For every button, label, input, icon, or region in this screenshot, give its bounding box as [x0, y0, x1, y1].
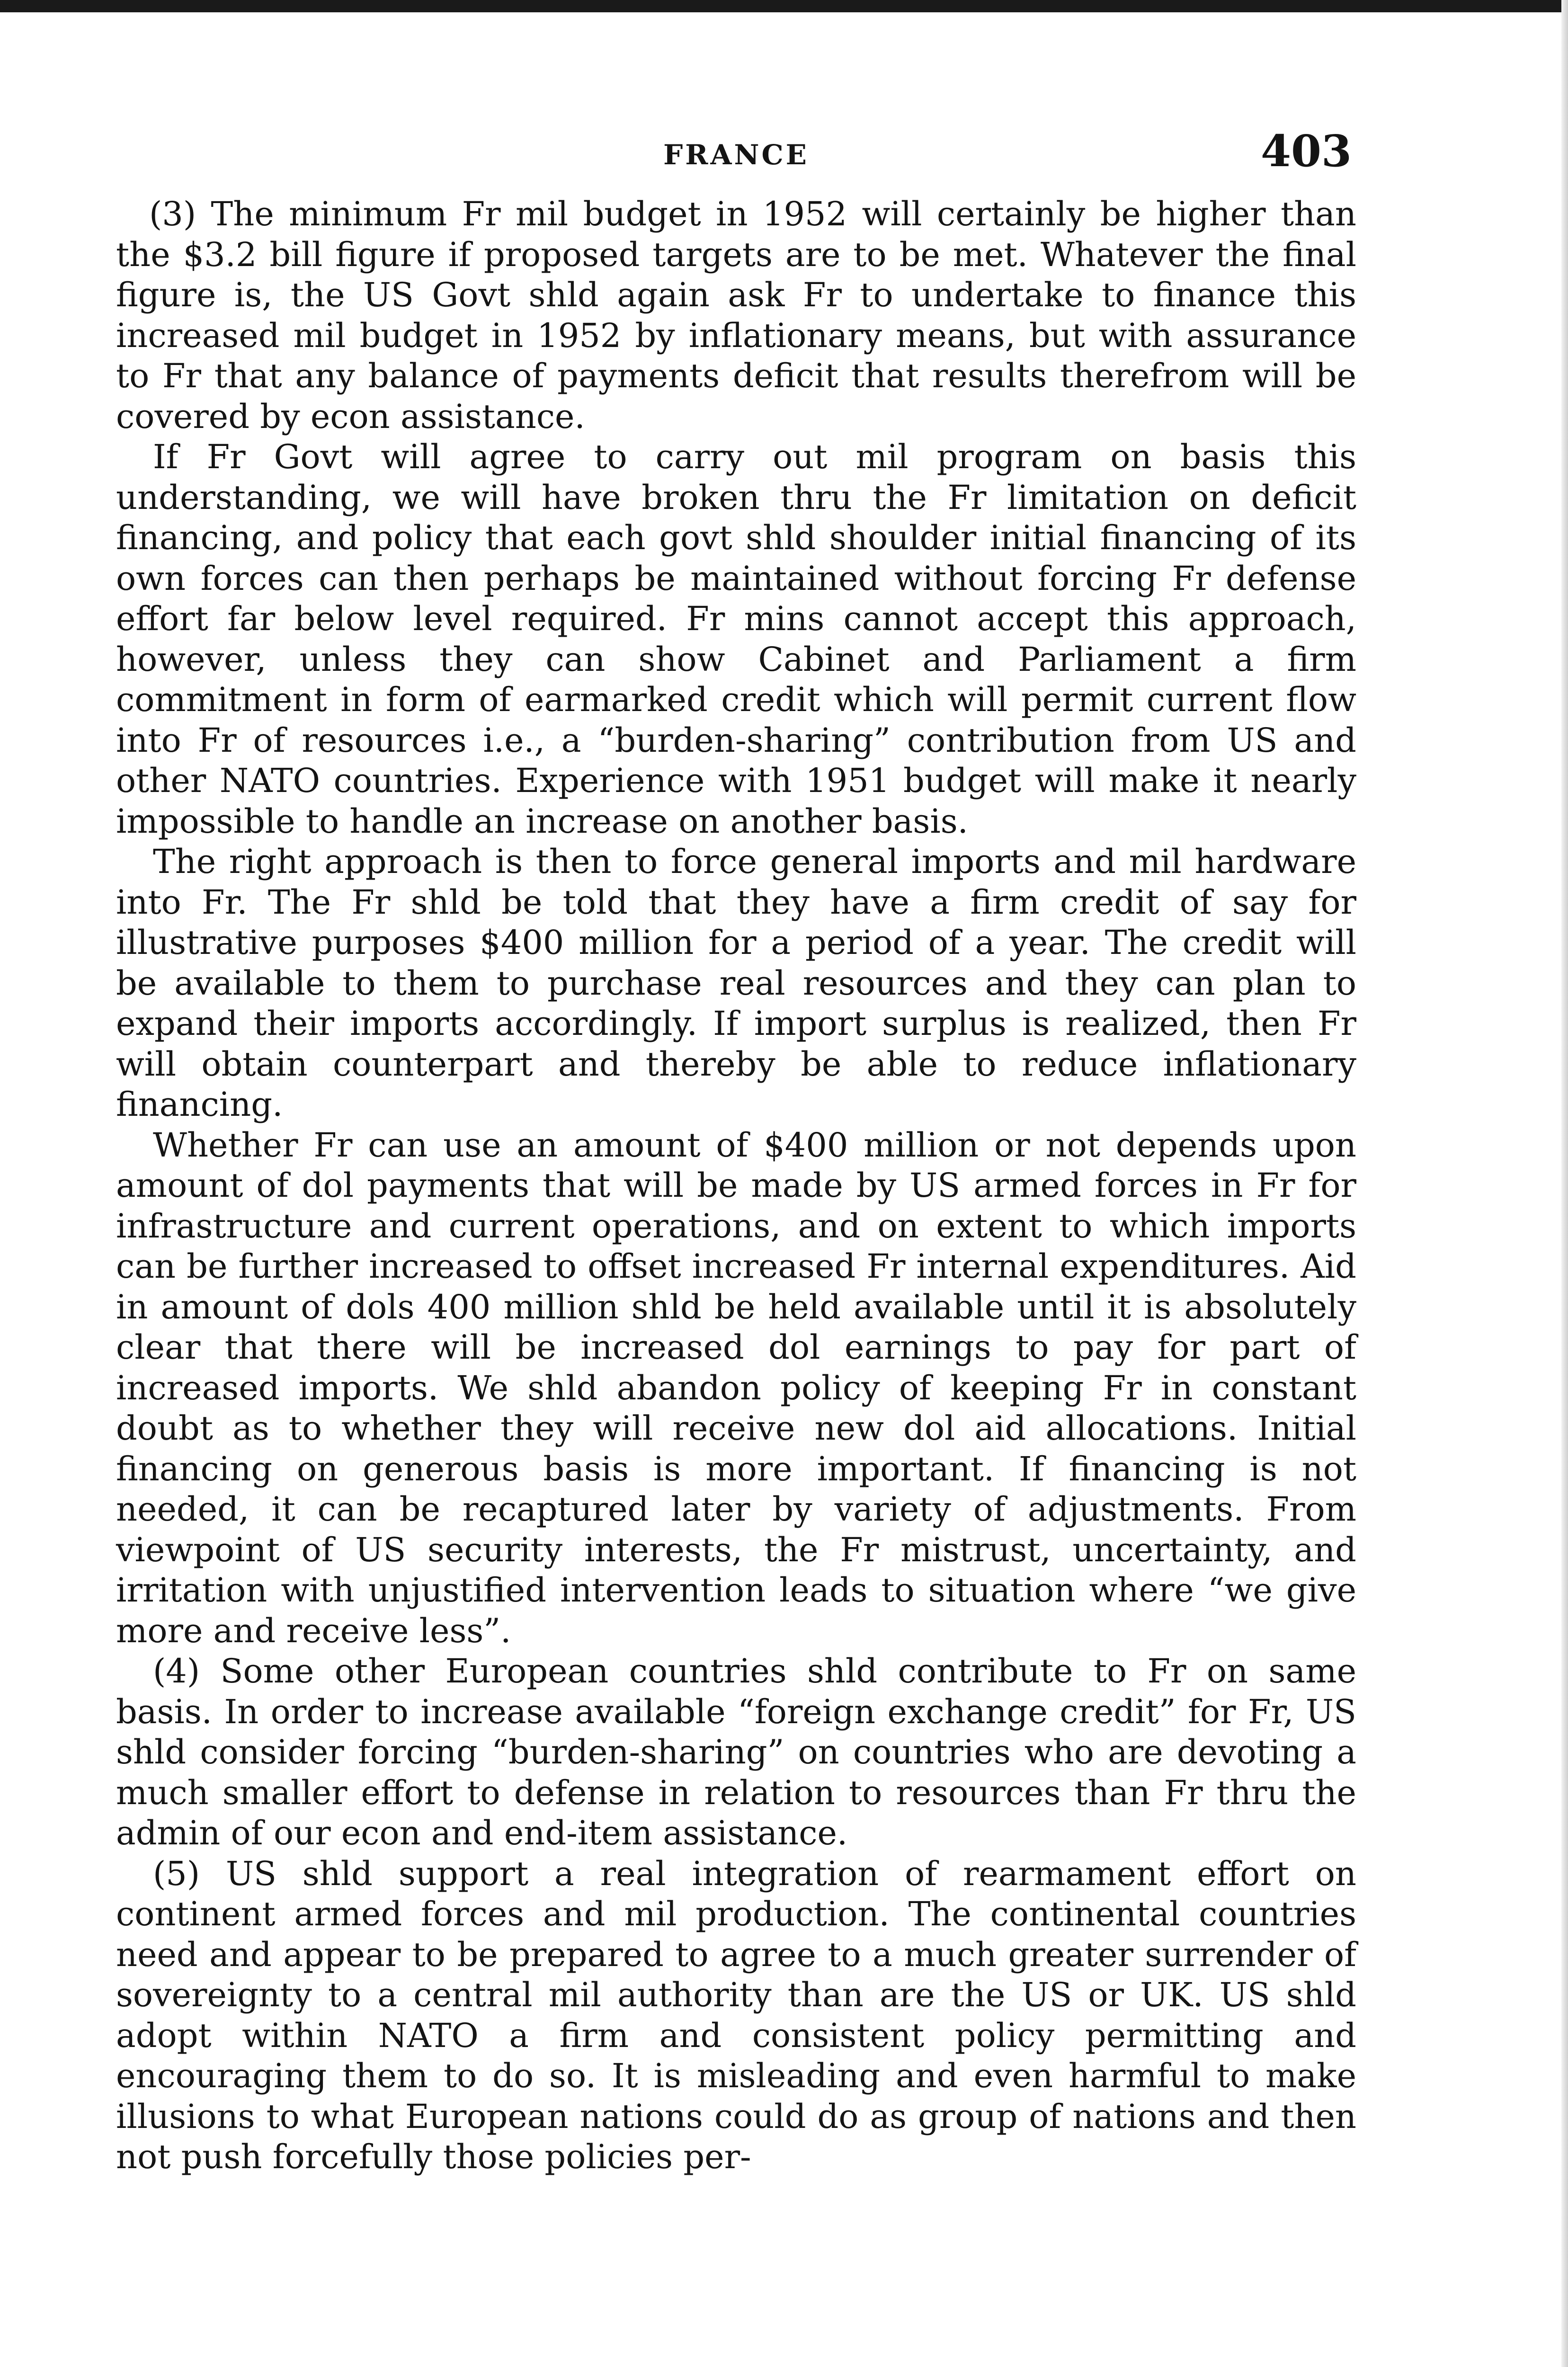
paragraph-point-4: (4) Some other European countries shld contribute to Fr on same basis. In order to increase available “foreign exchange credit” for Fr, US shld consider forcing “burden-sharing” on countries who are devoting a much smaller effort to defense in relation to resources than Fr thru the admin of our econ and end-item assistance.	[116, 1652, 1356, 1852]
paragraph-point-3: (3) The minimum Fr mil budget in 1952 will certainly be higher than the $3.2 bill figure if proposed targets are to be met. Whatever the final figure is, the US Govt shld again ask Fr to undertake to finance this increased mil budget in 1952 by inflationary means, but with assurance to Fr that any balance of payments deficit that results therefrom will be covered by econ assistance.	[116, 195, 1356, 436]
body-text	[116, 194, 1356, 2178]
page-edge-shadow	[1561, 0, 1568, 2367]
paragraph-fr-govt-agreement: If Fr Govt will agree to carry out mil program on basis this understanding, we will have broken thru the Fr limitation on deficit financing, and policy that each govt shld shoulder initial financing of its own forces can then perhaps be maintained without forcing Fr defense effort far below level required. Fr mins cannot accept this approach, however, unless they can show Cabinet and Parliament a firm commitment in form of earmarked credit which will permit current flow into Fr of resources i.e., a “burden-sharing” contribution from US and other NATO countries. Experience with 1951 budget will make it nearly impossible to handle an increase on another basis.	[116, 437, 1356, 841]
page-number: 403	[1260, 125, 1352, 177]
running-header	[116, 125, 1356, 178]
paragraph-point-5: (5) US shld support a real integration of rearmament effort on continent armed forces and mil production. The continental countries need and appear to be prepared to agree to a much greater surrender of sovereignty to a central mil authority than are the US or UK. US shld adopt within NATO a firm and consistent policy permitting and encouraging them to do so. It is misleading and even harmful to make illusions to what European nations could do as group of nations and then not push forcefully those policies per-	[116, 1854, 1356, 2176]
running-title: FRANCE	[663, 139, 809, 171]
paragraph-400-million: Whether Fr can use an amount of $400 million or not depends upon amount of dol payments that will be made by US armed forces in Fr for infrastructure and current operations, and on extent to which imports can be further increased to offset increased Fr internal expenditures. Aid in amount of dols 400 million shld be held available until it is absolutely clear that there will be increased dol earnings to pay for part of increased imports. We shld abandon policy of keeping Fr in constant doubt as to whether they will receive new dol aid allocations. Initial financing on generous basis is more important. If financing is not needed, it can be recaptured later by variety of adjustments. From viewpoint of US security interests, the Fr mistrust, uncertainty, and irritation with unjustified intervention leads to situation where “we give more and receive less”.	[116, 1125, 1356, 1650]
paragraph-right-approach: The right approach is then to force general imports and mil hardware into Fr. The Fr shld be told that they have a firm credit of say for illustrative purposes $400 million for a period of a year. The credit will be available to them to purchase real resources and they can plan to expand their imports accordingly. If import surplus is realized, then Fr will obtain counterpart and thereby be able to reduce inflationary financing.	[116, 842, 1356, 1124]
top-border-rule	[0, 0, 1568, 12]
